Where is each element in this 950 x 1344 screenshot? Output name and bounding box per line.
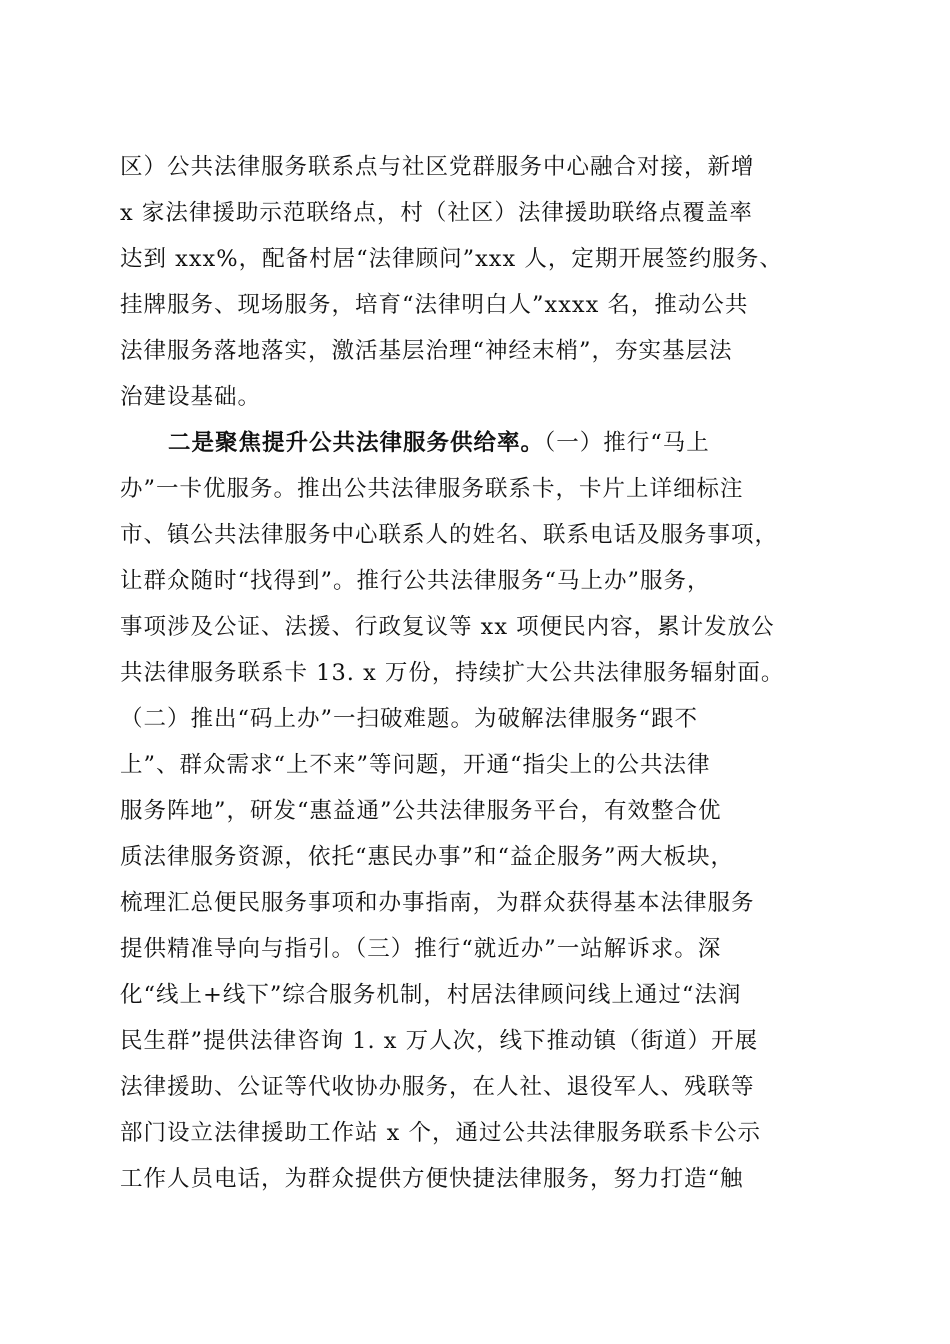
text-line: 让群众随时“找得到”。推行公共法律服务“马上办”服务， — [120, 568, 711, 594]
text-line: 上”、群众需求“上不来”等问题，开通“指尖上的公共法律 — [120, 752, 711, 778]
text-line: 达到 xxx%，配备村居“法律顾问”xxx 人，定期开展签约服务、 — [120, 246, 783, 272]
text-line: 挂牌服务、现场服务，培育“法律明白人”xxxx 名，推动公共 — [120, 292, 749, 318]
text-line: 治建设基础。 — [120, 384, 262, 410]
text-line: 区）公共法律服务联系点与社区党群服务中心融合对接，新增 — [120, 154, 755, 180]
text-line: 法律服务落地落实，激活基层治理“神经末梢”，夯实基层法 — [120, 338, 733, 364]
text-line: 共法律服务联系卡 13. x 万份，持续扩大公共法律服务辐射面。 — [120, 660, 785, 686]
text-line: 部门设立法律援助工作站 x 个，通过公共法律服务联系卡公示 — [120, 1120, 761, 1146]
text-line: 化“线上+线下”综合服务机制，村居法律顾问线上通过“法润 — [120, 982, 742, 1008]
text-line: 服务阵地”，研发“惠益通”公共法律服务平台，有效整合优 — [120, 798, 722, 824]
text-line: （二）推出“码上办”一扫破难题。为破解法律服务“跟不 — [120, 706, 699, 732]
text-line: 梳理汇总便民服务事项和办事指南，为群众获得基本法律服务 — [120, 890, 755, 916]
text-line: 办”一卡优服务。推出公共法律服务联系卡，卡片上详细标注 — [120, 476, 744, 502]
text-line: 质法律服务资源，依托“惠民办事”和“益企服务”两大板块， — [120, 844, 735, 870]
paragraph-first-line — [120, 420, 860, 466]
paragraph-heading: 二是聚焦提升公共法律服务供给率。 — [168, 430, 545, 456]
text-line: x 家法律援助示范联络点，村（社区）法律援助联络点覆盖率 — [120, 200, 753, 226]
text-line: 提供精准导向与指引。（三）推行“就近办”一站解诉求。深 — [120, 936, 722, 962]
text-line: 市、镇公共法律服务中心联系人的姓名、联系电话及服务事项， — [120, 522, 779, 548]
document-body — [120, 144, 860, 1202]
text-run: （一）推行“马上 — [544, 430, 710, 456]
text-line: 工作人员电话，为群众提供方便快捷法律服务，努力打造“触 — [120, 1166, 744, 1192]
text-line: 法律援助、公证等代收协办服务，在人社、退役军人、残联等 — [120, 1074, 755, 1100]
text-line: 事项涉及公证、法援、行政复议等 xx 项便民内容，累计发放公 — [120, 614, 775, 640]
text-line: 民生群”提供法律咨询 1. x 万人次，线下推动镇（街道）开展 — [120, 1028, 759, 1054]
